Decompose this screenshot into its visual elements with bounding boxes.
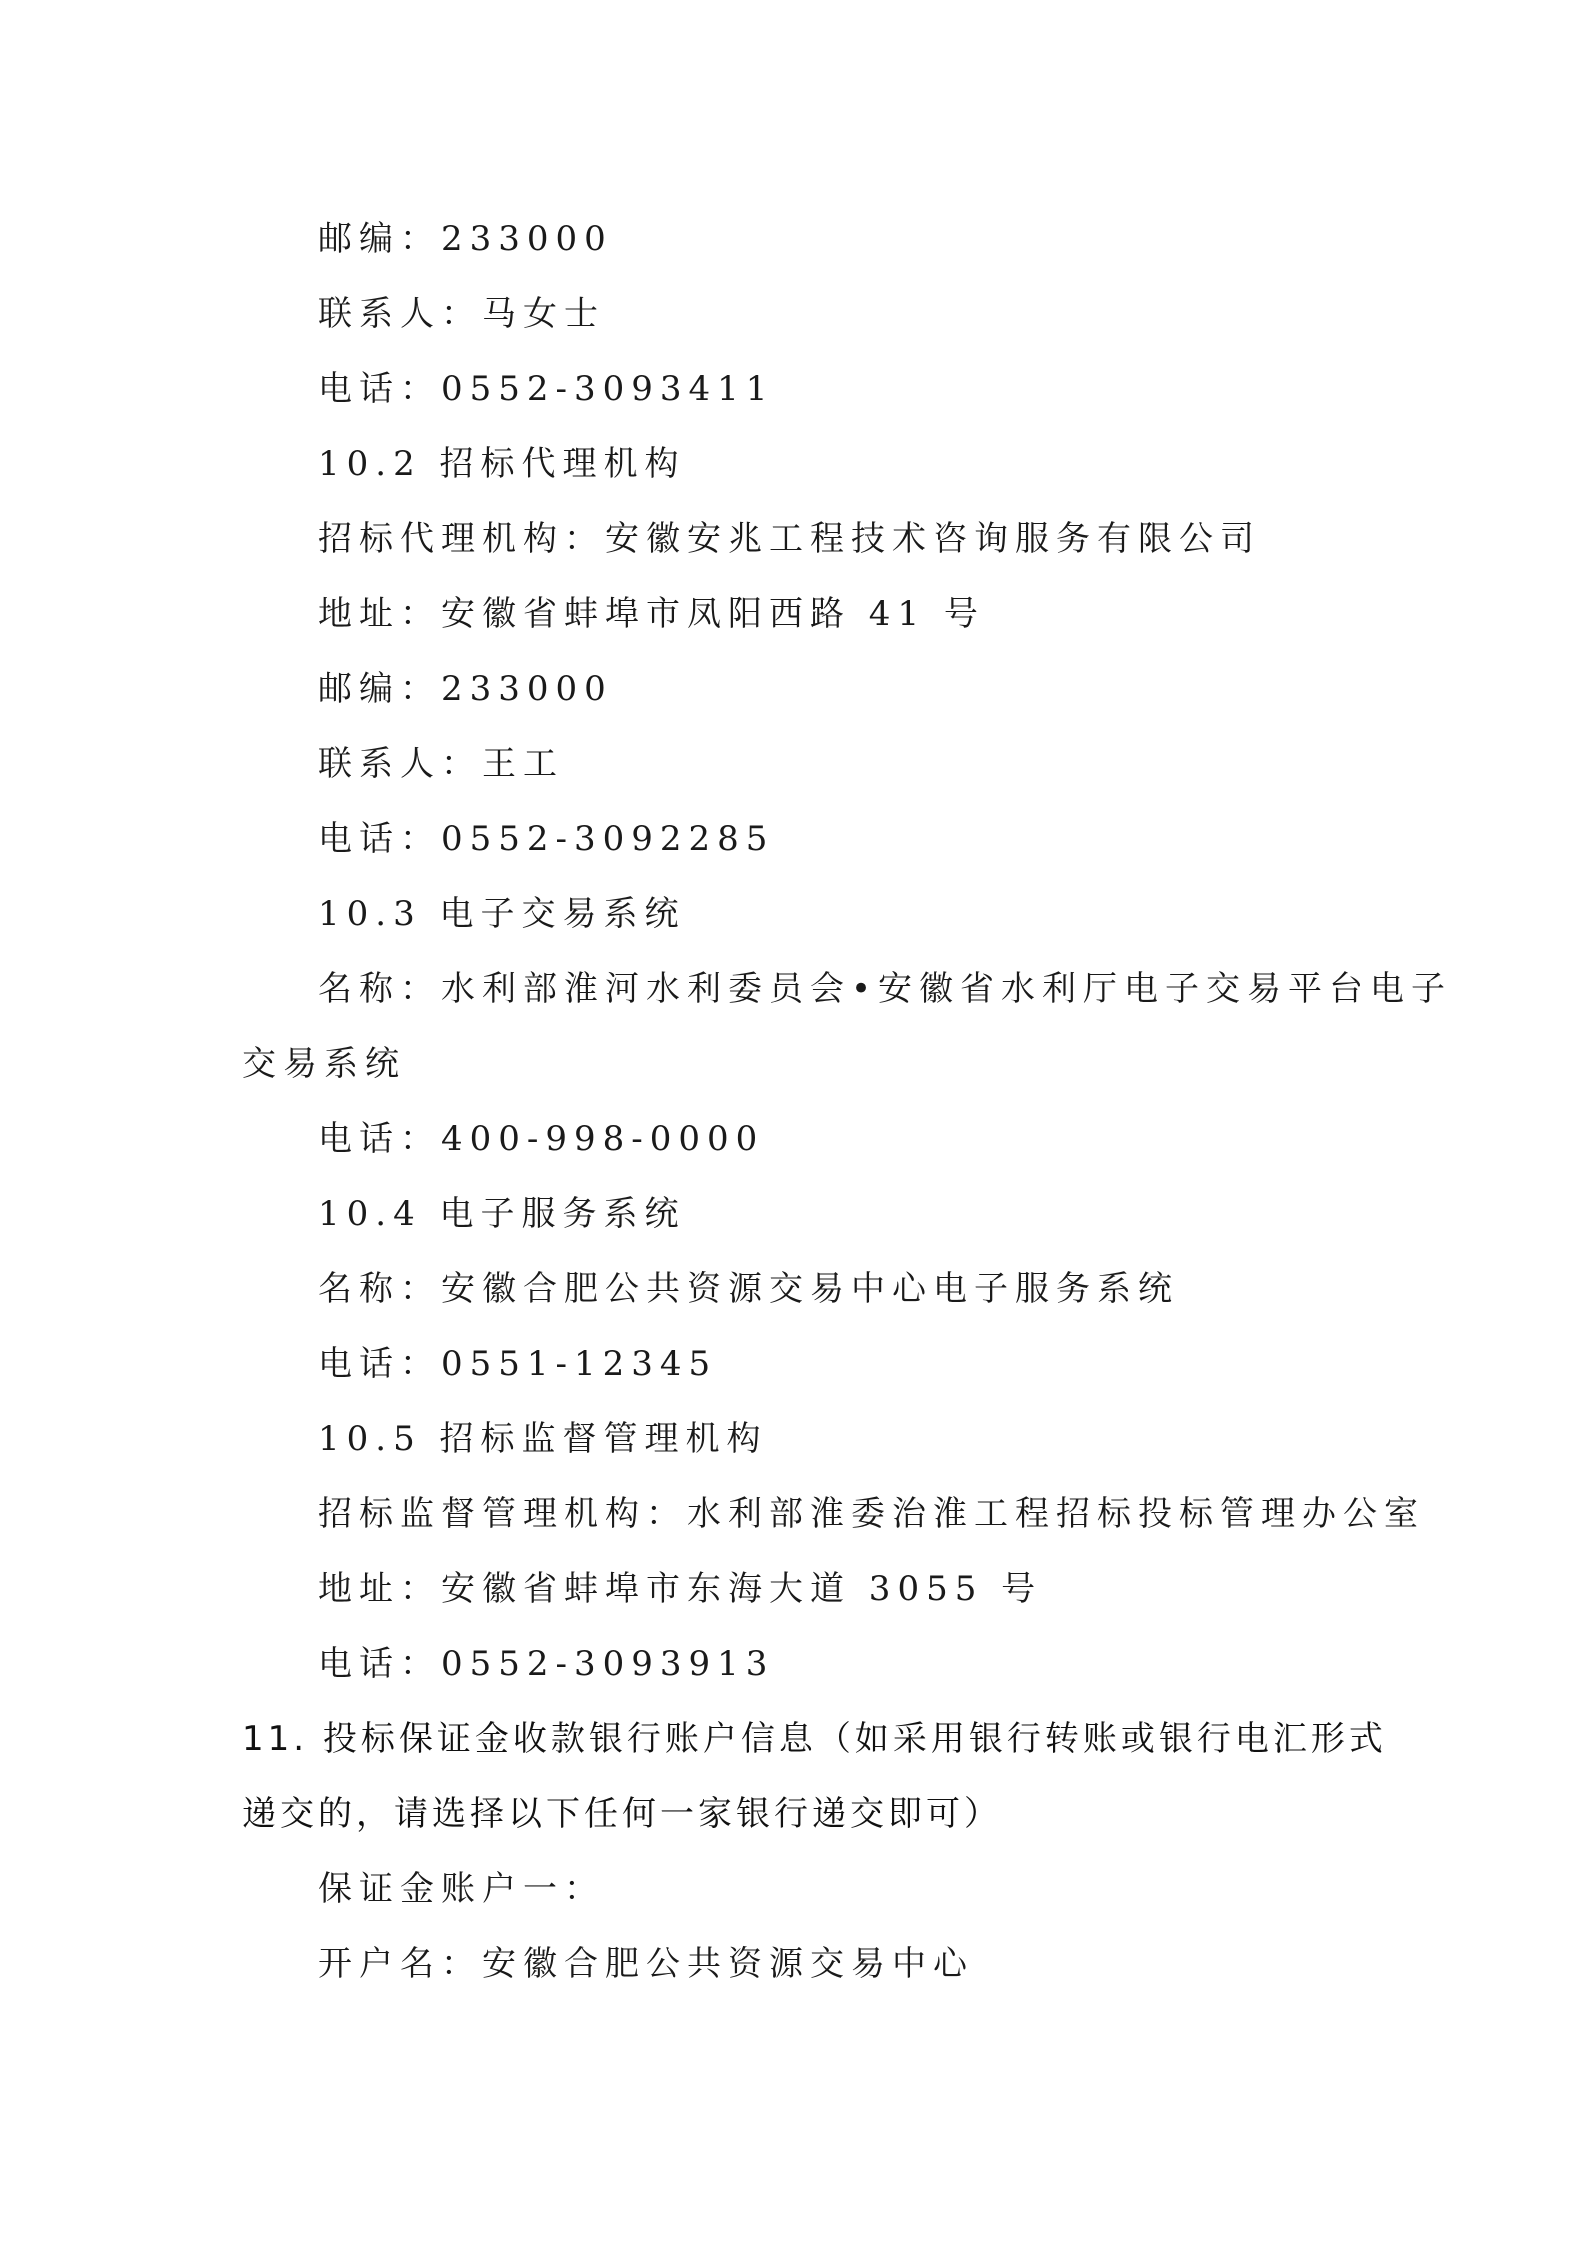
service-system-name: 名称：安徽合肥公共资源交易中心电子服务系统 — [318, 1269, 1179, 1309]
tenderer-contact: 联系人：马女士 — [318, 294, 605, 334]
supervision-heading: 10.5 招标监督管理机构 — [318, 1419, 768, 1459]
section-11-heading: 11. 投标保证金收款银行账户信息（如采用银行转账或银行电汇形式 — [242, 1719, 1387, 1759]
trading-system-phone: 电话：400-998-0000 — [318, 1119, 765, 1159]
supervision-address: 地址：安徽省蚌埠市东海大道 3055 号 — [318, 1569, 1043, 1609]
trading-system-name: 名称：水利部淮河水利委员会•安徽省水利厅电子交易平台电子 — [318, 969, 1453, 1009]
agency-name: 招标代理机构：安徽安兆工程技术咨询服务有限公司 — [318, 519, 1261, 559]
supervision-name: 招标监督管理机构：水利部淮委治淮工程招标投标管理办公室 — [318, 1494, 1425, 1534]
agency-postcode: 邮编：233000 — [318, 669, 613, 709]
agency-phone: 电话：0552-3092285 — [318, 819, 775, 859]
trading-system-heading: 10.3 电子交易系统 — [318, 894, 686, 934]
agency-address: 地址：安徽省蚌埠市凤阳西路 41 号 — [318, 594, 985, 634]
service-system-phone: 电话：0551-12345 — [318, 1344, 718, 1384]
agency-heading: 10.2 招标代理机构 — [318, 444, 686, 484]
deposit-account-label: 保证金账户一： — [318, 1869, 605, 1909]
trading-system-name-continued: 交易系统 — [242, 1044, 406, 1084]
agency-contact: 联系人：王工 — [318, 744, 564, 784]
service-system-heading: 10.4 电子服务系统 — [318, 1194, 686, 1234]
supervision-phone: 电话：0552-3093913 — [318, 1644, 775, 1684]
section-11-heading-continued: 递交的，请选择以下任何一家银行递交即可） — [242, 1794, 1002, 1834]
tenderer-phone: 电话：0552-3093411 — [318, 369, 775, 409]
deposit-account-name: 开户名：安徽合肥公共资源交易中心 — [318, 1944, 974, 1984]
tenderer-postcode: 邮编：233000 — [318, 219, 613, 259]
